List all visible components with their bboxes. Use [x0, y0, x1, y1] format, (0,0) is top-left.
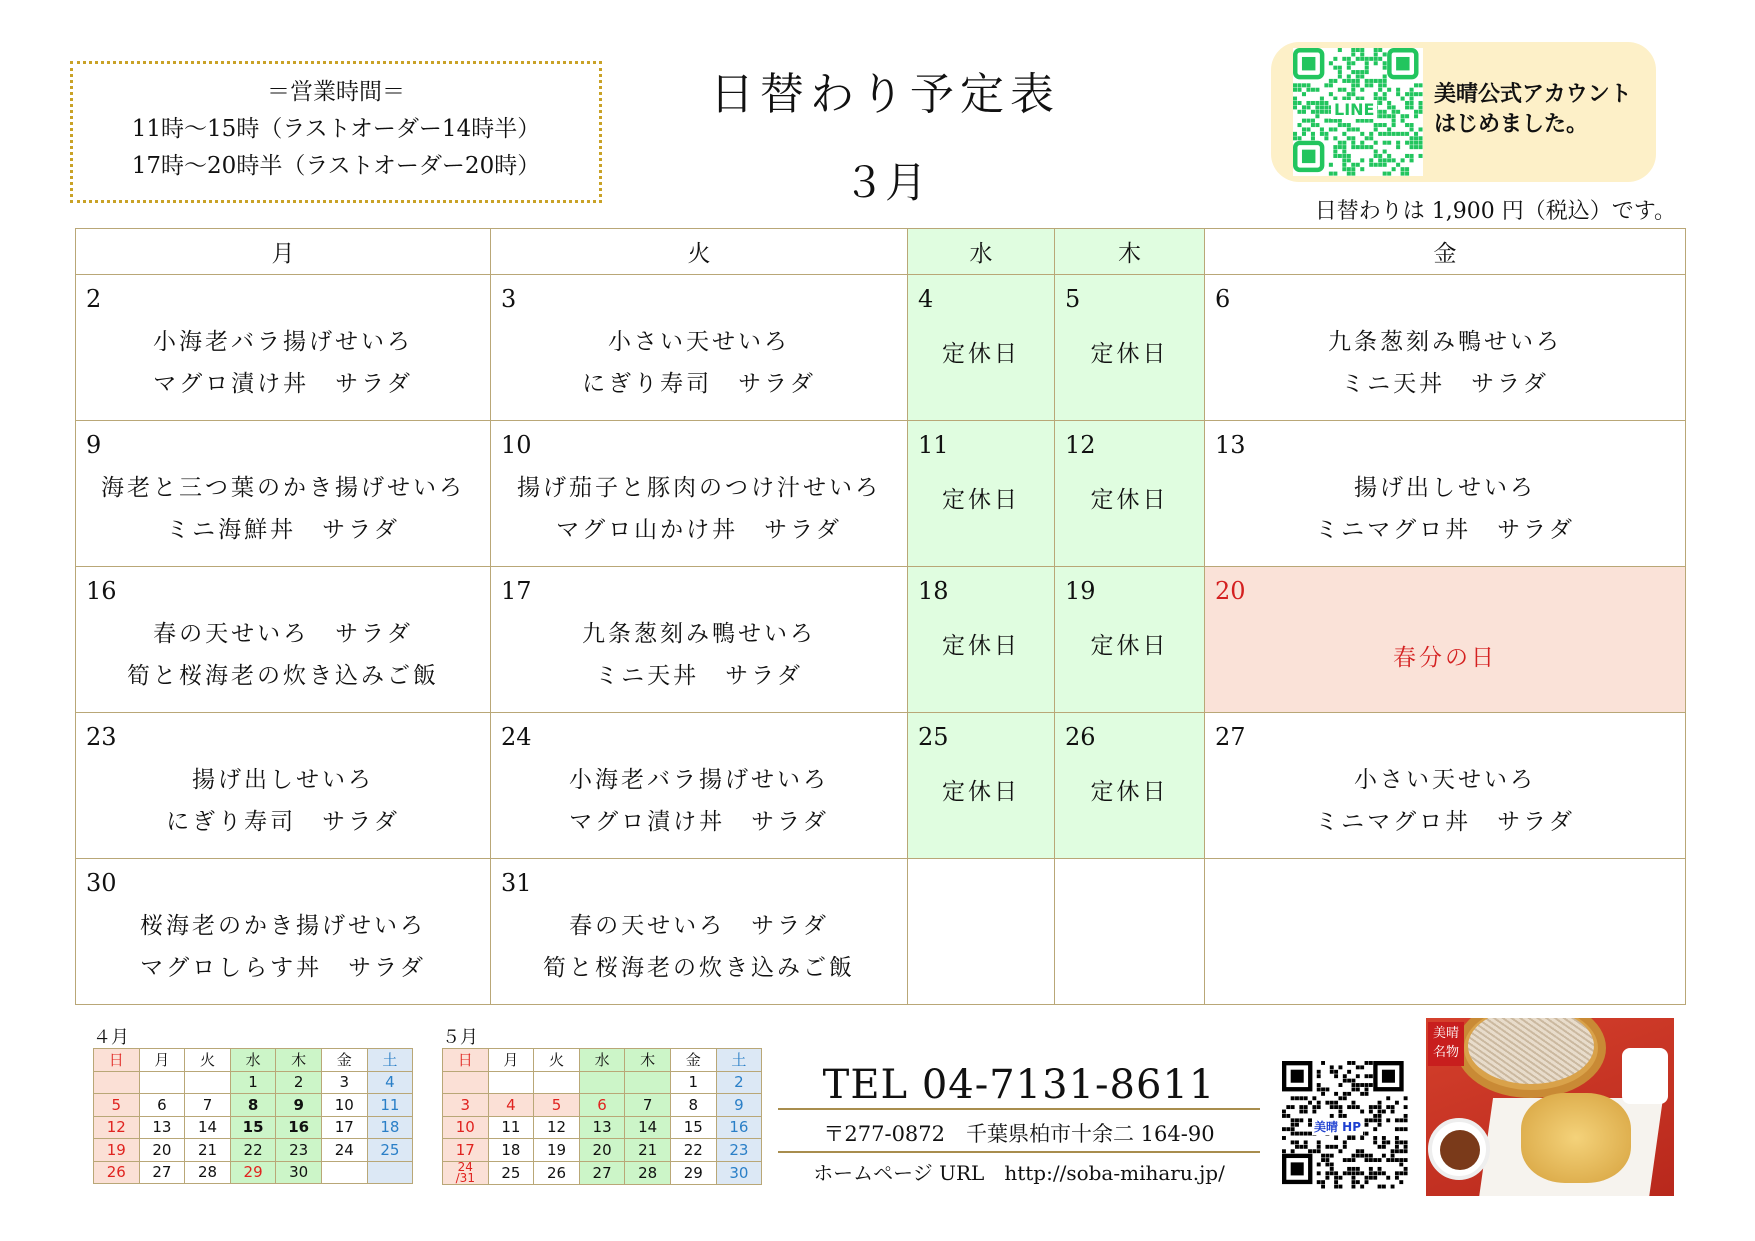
mini-day-cell: 28: [185, 1161, 231, 1184]
mini-day-cell: [139, 1071, 185, 1094]
day-number: 27: [1215, 723, 1246, 751]
mini-weekday-header: 水: [579, 1049, 625, 1072]
line-promo-line2: はじめました。: [1434, 112, 1589, 137]
mini-day-cell: 5: [534, 1094, 580, 1117]
mini-weekday-header: 日: [94, 1049, 140, 1072]
menu-lines: [491, 759, 907, 843]
mini-day-cell: 6: [139, 1094, 185, 1117]
calendar-week-row: [76, 567, 1686, 713]
calendar-day-cell: [1205, 275, 1686, 421]
calendar-week-row: [76, 859, 1686, 1005]
weekday-header: 月: [76, 229, 491, 275]
menu-item: 春の天せいろ サラダ: [153, 621, 413, 647]
mini-day-cell: 21: [625, 1139, 671, 1162]
menu-item: 春の天せいろ サラダ: [569, 913, 829, 939]
mini-weekday-header: 水: [230, 1049, 276, 1072]
calendar-day-cell: [908, 421, 1055, 567]
line-qr-code-icon[interactable]: [1293, 48, 1423, 176]
mini-weekday-header: 火: [534, 1049, 580, 1072]
menu-item: ミニマグロ丼 サラダ: [1315, 517, 1575, 543]
calendar-day-cell: [491, 421, 908, 567]
mini-day-cell: 30: [276, 1161, 322, 1184]
homepage-qr-code-icon[interactable]: [1282, 1061, 1408, 1189]
menu-item: 揚げ出しせいろ: [192, 767, 374, 793]
day-number: 30: [86, 869, 117, 897]
day-number: 3: [501, 285, 517, 313]
menu-item: マグロ漬け丼 サラダ: [153, 371, 413, 397]
homepage-url[interactable]: ホームページ URL http://soba-miharu.jp/: [813, 1161, 1225, 1185]
menu-lines: [76, 759, 490, 843]
menu-lines: [491, 613, 907, 697]
closed-label: 定休日: [942, 487, 1020, 513]
daily-menu-calendar: [75, 228, 1686, 1005]
closed-label: 定休日: [1090, 633, 1169, 659]
mini-day-cell: 18: [367, 1116, 413, 1139]
menu-item: 海老と三つ葉のかき揚げせいろ: [101, 475, 465, 501]
mini-day-cell: 3: [321, 1071, 367, 1094]
menu-item: 揚げ茄子と豚肉のつけ汁せいろ: [517, 475, 881, 501]
mini-day-cell: 17: [321, 1116, 367, 1139]
menu-lines: [491, 905, 907, 989]
day-number: 9: [86, 431, 102, 459]
calendar-day-cell: [1205, 567, 1686, 713]
calendar-day-cell: [76, 713, 491, 859]
calendar-day-cell: [491, 567, 908, 713]
mini-calendar-label: ４月: [93, 1027, 129, 1048]
weekday-header: 火: [491, 229, 908, 275]
menu-item: マグロ山かけ丼 サラダ: [556, 517, 842, 543]
day-number: 13: [1215, 431, 1246, 459]
mini-day-cell: [443, 1071, 489, 1094]
line-promo-text: [1434, 80, 1632, 140]
mini-day-cell: 16: [276, 1116, 322, 1139]
mini-day-cell: 29: [230, 1161, 276, 1184]
mini-day-cell: 17: [443, 1139, 489, 1162]
mini-day-cell: 27: [139, 1161, 185, 1184]
closed-label: 定休日: [1090, 487, 1169, 513]
address: 〒277-0872 千葉県柏市十余二 164-90: [823, 1122, 1215, 1146]
menu-lines: [1205, 467, 1685, 551]
day-number: 5: [1065, 285, 1081, 313]
menu-item: 筍と桜海老の炊き込みご飯: [543, 955, 855, 981]
photo-badge: 美晴名物: [1428, 1022, 1464, 1066]
mini-day-cell: 15: [230, 1116, 276, 1139]
calendar-day-cell: [1205, 713, 1686, 859]
day-number: 31: [501, 869, 532, 897]
divider: [778, 1108, 1260, 1110]
menu-item: ミニマグロ丼 サラダ: [1315, 809, 1575, 835]
calendar-day-cell: [491, 713, 908, 859]
mini-day-cell: 4: [488, 1094, 534, 1117]
calendar-day-cell: [76, 567, 491, 713]
menu-lines: [1205, 759, 1685, 843]
mini-day-cell: 15: [670, 1116, 716, 1139]
menu-lines: [1205, 637, 1685, 679]
mini-day-cell: 9: [716, 1094, 762, 1117]
menu-item: 桜海老のかき揚げせいろ: [140, 913, 426, 939]
menu-item: ミニ天丼 サラダ: [595, 663, 803, 689]
mini-day-cell: 3: [443, 1094, 489, 1117]
hp-qr-label: 美晴 HP: [1314, 1120, 1362, 1134]
menu-item: 九条葱刻み鴨せいろ: [582, 621, 816, 647]
calendar-day-cell: [908, 567, 1055, 713]
mini-weekday-header: 金: [670, 1049, 716, 1072]
mini-day-cell: 22: [670, 1139, 716, 1162]
mini-day-cell: 12: [534, 1116, 580, 1139]
mini-weekday-header: 火: [185, 1049, 231, 1072]
calendar-day-cell: [908, 859, 1055, 1005]
calendar-week-row: [76, 713, 1686, 859]
menu-item: 九条葱刻み鴨せいろ: [1328, 329, 1562, 355]
calendar-day-cell: [1055, 421, 1205, 567]
line-promo-line1: 美晴公式アカウント: [1434, 82, 1632, 107]
line-qr-label: LINE: [1331, 100, 1377, 119]
page-title: 日替わり予定表: [710, 69, 1060, 120]
mini-day-cell: 13: [139, 1116, 185, 1139]
menu-item: 小さい天せいろ: [1354, 767, 1536, 793]
mini-weekday-header: 土: [367, 1049, 413, 1072]
hours-dinner: 17時〜20時半（ラストオーダー20時）: [131, 153, 541, 179]
mini-day-cell: 22: [230, 1139, 276, 1162]
month-title: ３月: [842, 158, 927, 207]
menu-item: 春分の日: [1393, 645, 1497, 671]
mini-day-cell: 14: [625, 1116, 671, 1139]
menu-lines: [76, 613, 490, 697]
menu-lines: [1055, 479, 1204, 521]
calendar-day-cell: [1055, 275, 1205, 421]
calendar-day-cell: [1055, 713, 1205, 859]
day-number: 26: [1065, 723, 1096, 751]
calendar-day-cell: [491, 275, 908, 421]
mini-day-cell: 25: [488, 1161, 534, 1184]
mini-day-cell: 26: [534, 1161, 580, 1184]
soba-tempura-photo: [1426, 1018, 1674, 1196]
weekday-header: 金: [1205, 229, 1686, 275]
phone-number: TEL 04-7131-8611: [822, 1062, 1216, 1108]
day-number: 2: [86, 285, 102, 313]
day-number: 23: [86, 723, 117, 751]
calendar-day-cell: [1205, 421, 1686, 567]
mini-day-cell: 24 /31: [443, 1161, 489, 1184]
mini-day-cell: 10: [321, 1094, 367, 1117]
mini-day-cell: [534, 1071, 580, 1094]
tempura: [1521, 1093, 1631, 1183]
closed-label: 定休日: [942, 341, 1020, 367]
mini-day-cell: 8: [230, 1094, 276, 1117]
menu-lines: [908, 625, 1054, 667]
day-number: 24: [501, 723, 532, 751]
mini-day-cell: 5: [94, 1094, 140, 1117]
mini-day-cell: 6: [579, 1094, 625, 1117]
mini-day-cell: [625, 1071, 671, 1094]
mini-day-cell: 16: [716, 1116, 762, 1139]
calendar-week-row: [76, 421, 1686, 567]
day-number: 20: [1215, 577, 1246, 605]
menu-lines: [76, 321, 490, 405]
mini-day-cell: 29: [670, 1161, 716, 1184]
day-number: 19: [1065, 577, 1096, 605]
day-number: 10: [501, 431, 532, 459]
hours-lunch: 11時〜15時（ラストオーダー14時半）: [131, 116, 541, 142]
mini-calendar-may: [442, 1048, 762, 1185]
weekday-header: 水: [908, 229, 1055, 275]
mini-day-cell: 7: [185, 1094, 231, 1117]
menu-lines: [908, 479, 1054, 521]
mini-day-cell: 18: [488, 1139, 534, 1162]
calendar-day-cell: [76, 859, 491, 1005]
mini-day-cell: 20: [579, 1139, 625, 1162]
menu-item: 小海老バラ揚げせいろ: [569, 767, 829, 793]
menu-lines: [1055, 333, 1204, 375]
mini-calendar-april: [93, 1048, 413, 1184]
mini-day-cell: 30: [716, 1161, 762, 1184]
menu-item: マグロ漬け丼 サラダ: [569, 809, 829, 835]
hours-heading: ＝営業時間＝: [267, 79, 405, 105]
day-number: 25: [918, 723, 949, 751]
calendar-week-row: [76, 275, 1686, 421]
calendar-day-cell: [1055, 859, 1205, 1005]
mini-day-cell: [579, 1071, 625, 1094]
menu-item: にぎり寿司 サラダ: [582, 371, 816, 397]
mini-day-cell: 4: [367, 1071, 413, 1094]
menu-item: ミニ天丼 サラダ: [1341, 371, 1549, 397]
mini-day-cell: 1: [670, 1071, 716, 1094]
menu-lines: [908, 771, 1054, 813]
calendar-day-cell: [1205, 859, 1686, 1005]
day-number: 17: [501, 577, 532, 605]
mini-day-cell: [367, 1161, 413, 1184]
day-number: 12: [1065, 431, 1096, 459]
mini-day-cell: 1: [230, 1071, 276, 1094]
menu-lines: [76, 467, 490, 551]
menu-lines: [1055, 771, 1204, 813]
menu-lines: [491, 467, 907, 551]
menu-lines: [491, 321, 907, 405]
calendar-day-cell: [76, 421, 491, 567]
mini-calendar-label: ５月: [442, 1027, 478, 1048]
mini-day-cell: 9: [276, 1094, 322, 1117]
mini-day-cell: 26: [94, 1161, 140, 1184]
mini-day-cell: 7: [625, 1094, 671, 1117]
menu-item: 筍と桜海老の炊き込みご飯: [127, 663, 439, 689]
day-number: 4: [918, 285, 934, 313]
mini-weekday-header: 金: [321, 1049, 367, 1072]
mini-weekday-header: 木: [625, 1049, 671, 1072]
line-account-promo: [1271, 42, 1656, 182]
mini-day-cell: 2: [716, 1071, 762, 1094]
calendar-day-cell: [76, 275, 491, 421]
weekday-header: 木: [1055, 229, 1205, 275]
mini-weekday-header: 木: [276, 1049, 322, 1072]
closed-label: 定休日: [1090, 779, 1169, 805]
mini-day-cell: 8: [670, 1094, 716, 1117]
mini-day-cell: 19: [534, 1139, 580, 1162]
calendar-day-cell: [1055, 567, 1205, 713]
mini-day-cell: 13: [579, 1116, 625, 1139]
mini-day-cell: 21: [185, 1139, 231, 1162]
mini-day-cell: 14: [185, 1116, 231, 1139]
mini-day-cell: 19: [94, 1139, 140, 1162]
mini-day-cell: 23: [276, 1139, 322, 1162]
day-number: 18: [918, 577, 949, 605]
day-number: 16: [86, 577, 117, 605]
mini-day-cell: [185, 1071, 231, 1094]
mini-day-cell: 23: [716, 1139, 762, 1162]
mini-day-cell: 25: [367, 1139, 413, 1162]
menu-lines: [76, 905, 490, 989]
mini-weekday-header: 日: [443, 1049, 489, 1072]
calendar-day-cell: [908, 713, 1055, 859]
business-hours-box: [70, 61, 602, 203]
mini-day-cell: 24: [321, 1139, 367, 1162]
mini-day-cell: 2: [276, 1071, 322, 1094]
day-number: 11: [918, 431, 949, 459]
sauce-cup: [1622, 1048, 1668, 1104]
menu-item: にぎり寿司 サラダ: [166, 809, 400, 835]
mini-day-cell: [321, 1161, 367, 1184]
day-number: 6: [1215, 285, 1231, 313]
mini-weekday-header: 月: [139, 1049, 185, 1072]
mini-day-cell: 27: [579, 1161, 625, 1184]
mini-day-cell: [94, 1071, 140, 1094]
divider: [778, 1151, 1260, 1153]
closed-label: 定休日: [942, 779, 1020, 805]
dipping-cup: [1428, 1118, 1490, 1180]
mini-day-cell: 28: [625, 1161, 671, 1184]
mini-weekday-header: 月: [488, 1049, 534, 1072]
menu-item: マグロしらす丼 サラダ: [140, 955, 426, 981]
menu-item: 小海老バラ揚げせいろ: [153, 329, 413, 355]
calendar-day-cell: [908, 275, 1055, 421]
menu-item: 小さい天せいろ: [608, 329, 790, 355]
closed-label: 定休日: [1090, 341, 1169, 367]
mini-day-cell: 10: [443, 1116, 489, 1139]
mini-weekday-header: 土: [716, 1049, 762, 1072]
menu-lines: [1205, 321, 1685, 405]
menu-item: 揚げ出しせいろ: [1354, 475, 1536, 501]
menu-lines: [1055, 625, 1204, 667]
mini-day-cell: 20: [139, 1139, 185, 1162]
mini-day-cell: 12: [94, 1116, 140, 1139]
mini-day-cell: 11: [367, 1094, 413, 1117]
mini-day-cell: 11: [488, 1116, 534, 1139]
closed-label: 定休日: [942, 633, 1020, 659]
menu-item: ミニ海鮮丼 サラダ: [166, 517, 400, 543]
price-note: 日替わりは 1,900 円（税込）です。: [1314, 199, 1676, 224]
calendar-day-cell: [491, 859, 908, 1005]
menu-lines: [908, 333, 1054, 375]
mini-day-cell: [488, 1071, 534, 1094]
